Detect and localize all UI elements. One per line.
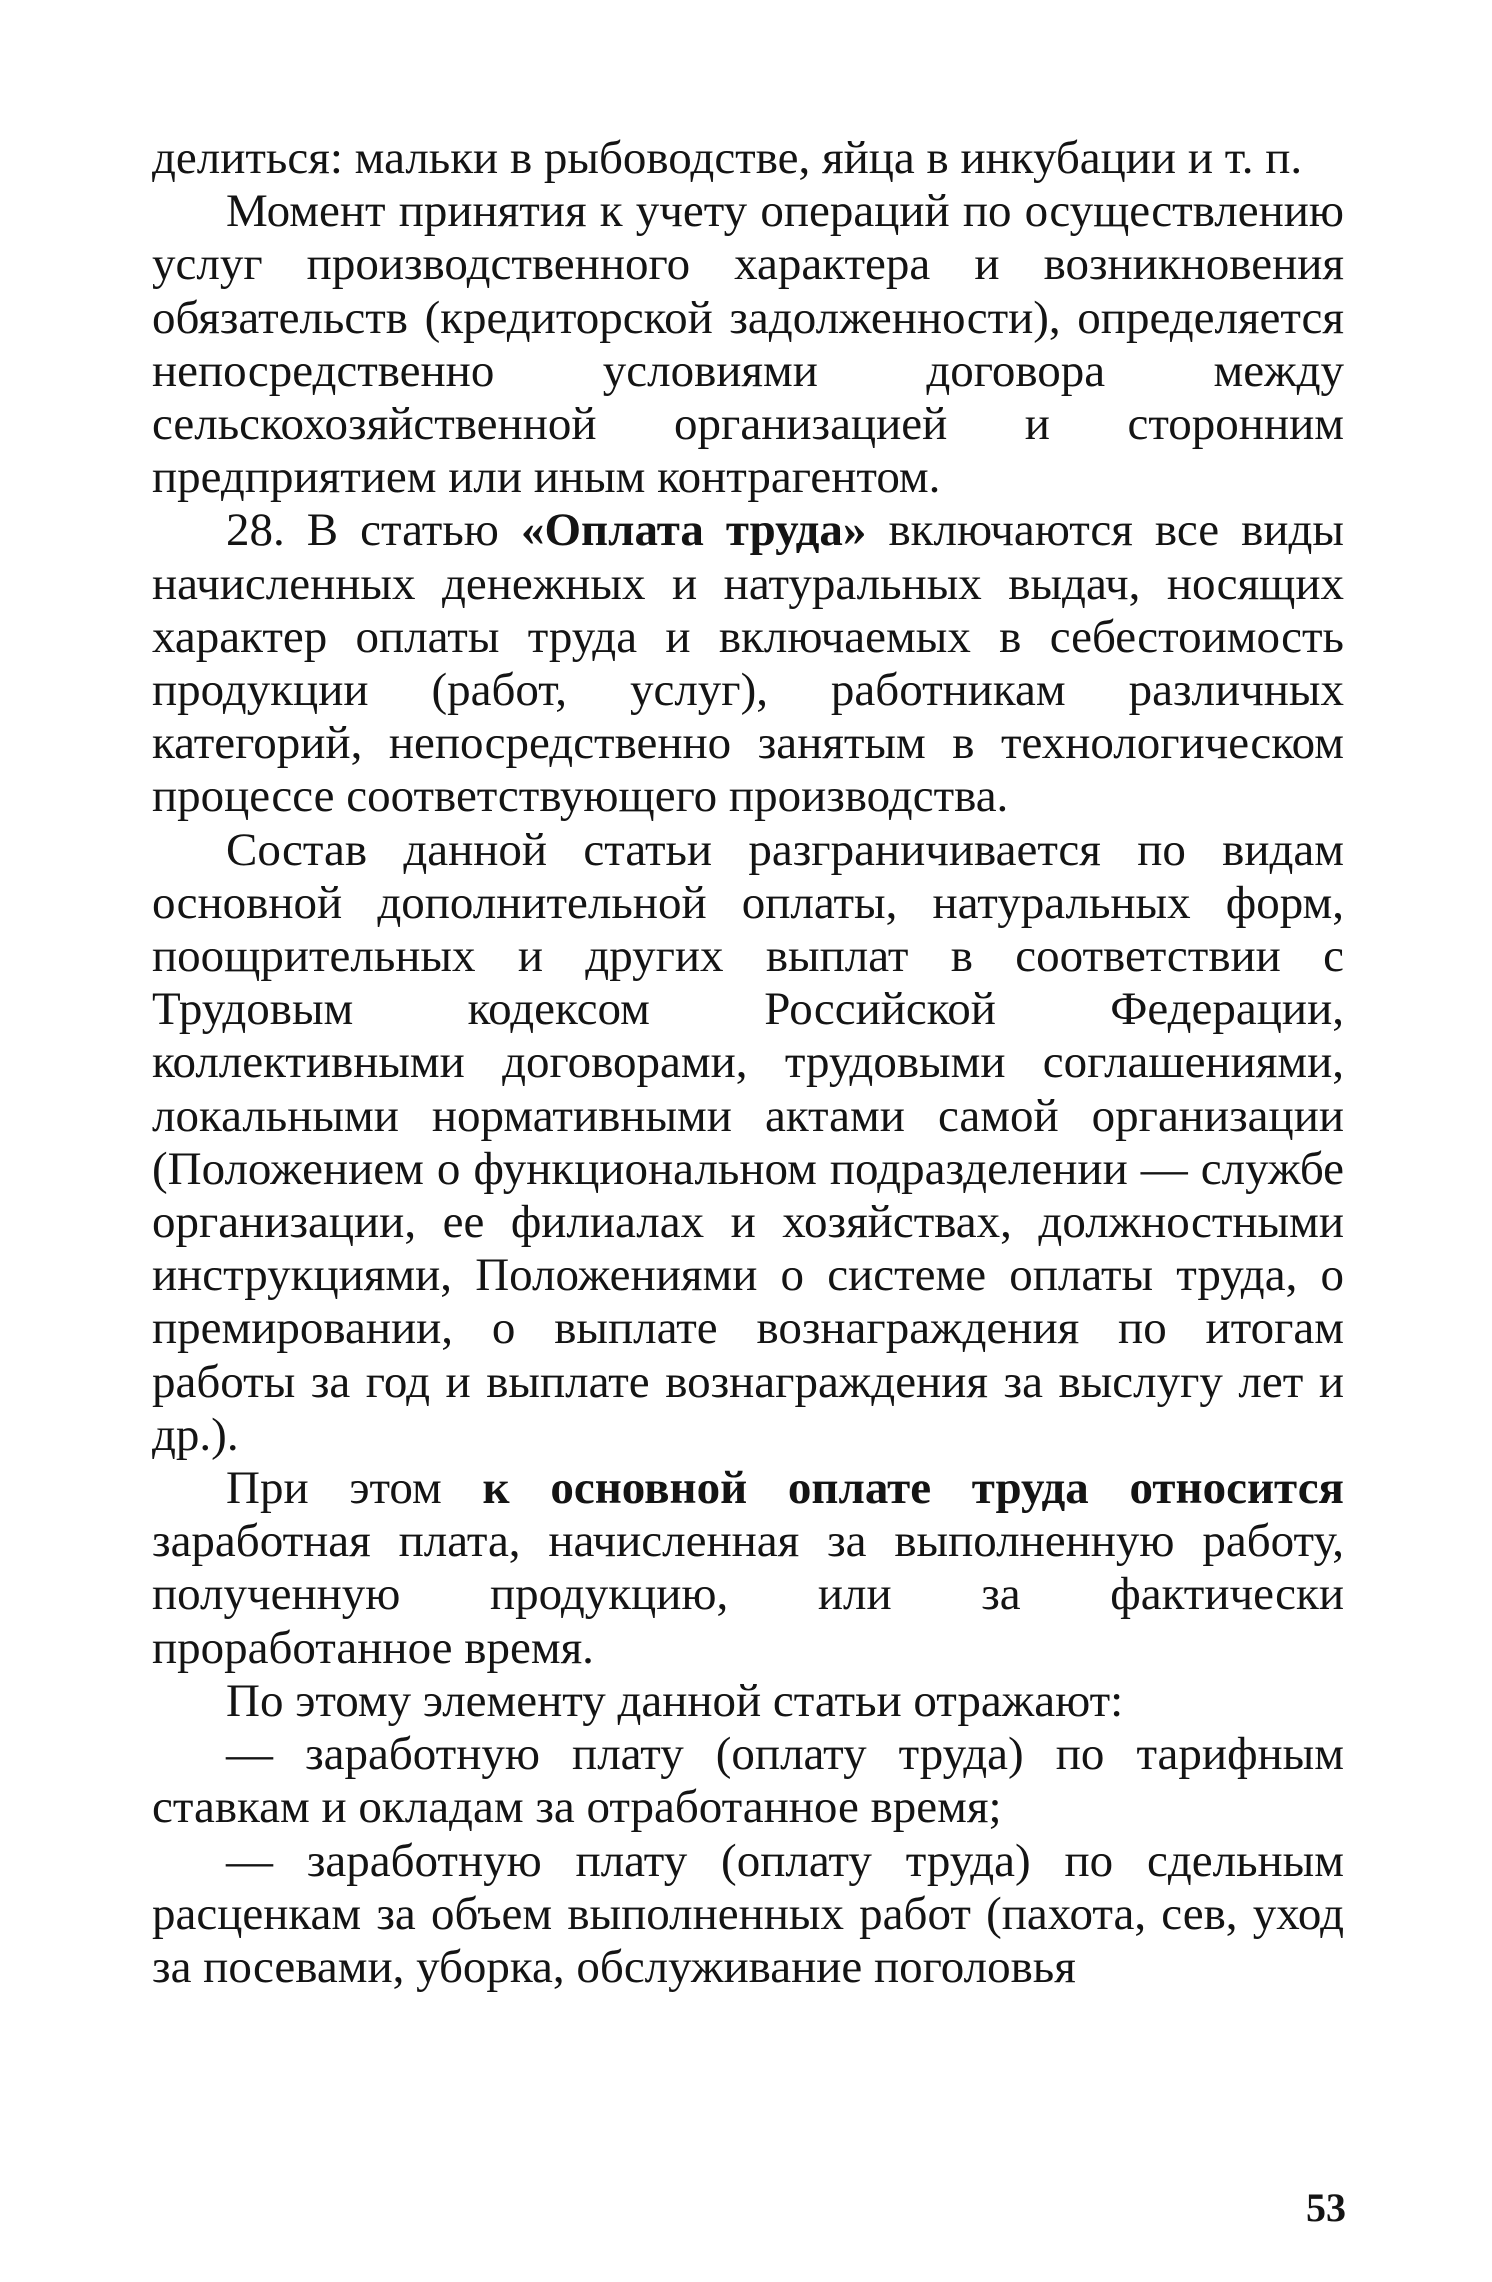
- basic-pay-term: к основной оплате труда относится: [482, 1462, 1344, 1515]
- article-28-lead: 28. В статью: [226, 504, 521, 557]
- article-28-text: включаются все виды начисленных денежных и натуральных выдач, носящих характер оплаты труда и включаемых в себестоимость продукции (работ, услуг), работникам различных категорий, непосредственно занятым в технологическом процессе соответствующего производства.: [152, 504, 1344, 823]
- paragraph-basic-pay: [152, 1462, 1344, 1675]
- paragraph-composition: Состав данной статьи разграничивается по видам основной дополнительной оплаты, натуральных форм, поощрительных и других выплат в соответствии с Трудовым кодексом Российской Федерации, коллективными договорами, трудовыми соглашениями, локальными нормативными актами самой организации (Положением о функциональном подразделении — службе организации, ее филиалах и хозяйствах, должностными инструкциями, Положениями о системе оплаты труда, о премировании, о выплате вознаграждения по итогам работы за год и выплате вознаграждения за выслугу лет и др.).: [152, 823, 1344, 1461]
- paragraph-continuation: делиться: мальки в рыбоводстве, яйца в инкубации и т. п.: [152, 132, 1303, 184]
- basic-pay-text: заработная плата, начисленная за выполненную работу, полученную продукцию, или за фактически проработанное время.: [152, 1515, 1344, 1674]
- page-body: [152, 132, 1344, 1994]
- paragraph-acceptance-moment: Момент принятия к учету операций по осуществлению услуг производственного характера и возникновения обязательств (кредиторской задолженности), определяется непосредственно условиями договора между сельскохозяйственной организацией и сторонним предприятием или иным контрагентом.: [152, 185, 1344, 504]
- article-28-title: «Оплата труда»: [520, 504, 867, 557]
- list-item-tariff-pay: — заработную плату (оплату труда) по тарифным ставкам и окладам за отработанное время;: [152, 1728, 1344, 1834]
- page-number: 53: [1306, 2185, 1346, 2230]
- list-item-piece-rate-pay: — заработную плату (оплату труда) по сдельным расценкам за объем выполненных работ (пахота, сев, уход за посевами, уборка, обслуживание поголовья: [152, 1834, 1344, 1993]
- basic-pay-lead: При этом: [226, 1462, 483, 1515]
- paragraph-article-28: [152, 504, 1344, 823]
- paragraph-element-list-intro: По этому элементу данной статьи отражают:: [226, 1674, 1124, 1727]
